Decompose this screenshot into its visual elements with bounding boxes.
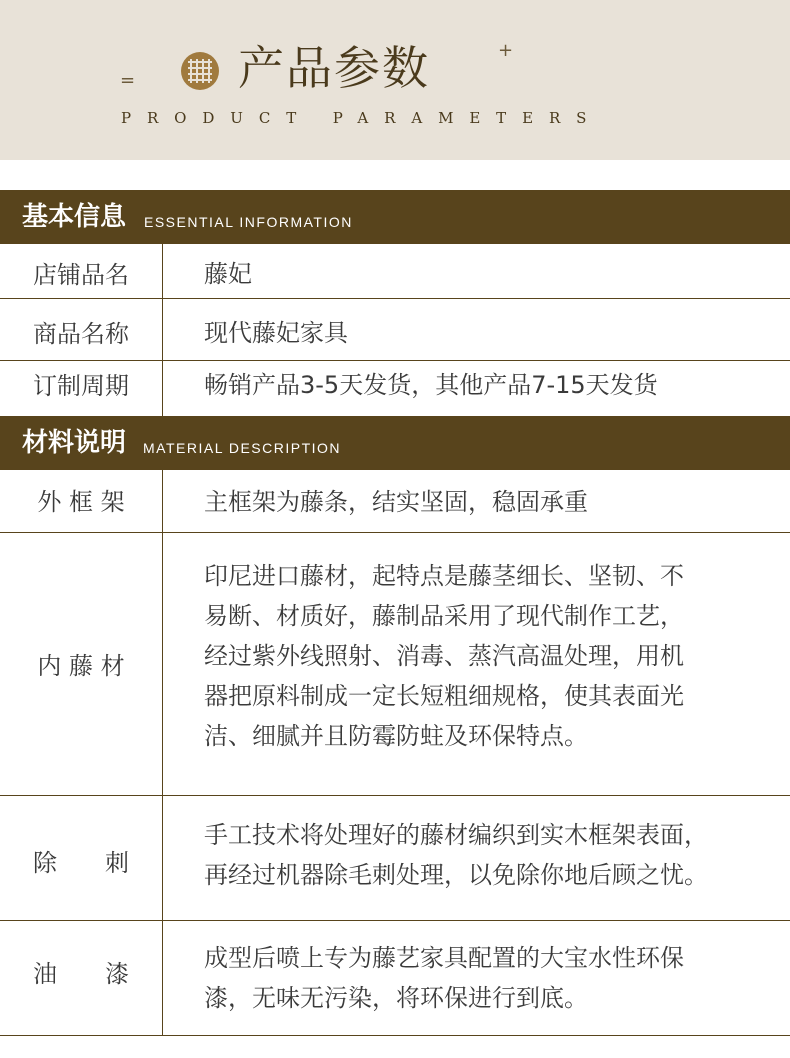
row-value [204, 938, 764, 1018]
row-divider [0, 920, 790, 921]
lattice-knot-icon [179, 50, 221, 92]
row-label: 外 框 架 [37, 488, 125, 516]
row-value-line: 易断、材质好，藤制品采用了现代制作工艺， [204, 602, 684, 630]
decorative-equals: = [120, 70, 136, 91]
row-value-line: 经过紫外线照射、消毒、蒸汽高温处理，用机 [204, 642, 684, 670]
section-header-essential [0, 190, 790, 244]
row-divider [0, 795, 790, 796]
row-divider [0, 298, 790, 299]
row-divider [0, 360, 790, 361]
row-label: 商品名称 [33, 320, 129, 348]
row-value-line: 印尼进口藤材，起特点是藤茎细长、坚韧、不 [204, 562, 684, 590]
row-divider [0, 1035, 790, 1036]
row-value-line: 洁、细腻并且防霉防蛀及环保特点。 [204, 722, 588, 750]
row-value: 藤妃 [204, 260, 252, 288]
row-label: 订制周期 [33, 372, 129, 400]
row-value-line: 再经过机器除毛刺处理，以免除你地后顾之忧。 [204, 861, 708, 889]
row-value: 畅销产品3-5天发货，其他产品7-15天发货 [204, 371, 658, 399]
hero-banner [0, 0, 790, 160]
section-title-en: MATERIAL DESCRIPTION [143, 440, 342, 456]
row-label: 油 漆 [33, 960, 129, 988]
section-header-material [0, 416, 790, 470]
row-value [204, 815, 784, 895]
row-label: 店铺品名 [33, 261, 129, 289]
row-value-line: 手工技术将处理好的藤材编织到实木框架表面， [204, 821, 708, 849]
column-divider [162, 244, 163, 416]
page-title: 产品参数 [238, 41, 430, 95]
row-value-line: 主框架为藤条，结实坚固，稳固承重 [204, 488, 588, 516]
row-value [204, 556, 764, 756]
decorative-plus: + [498, 40, 514, 61]
row-value-line: 器把原料制成一定长短粗细规格，使其表面光 [204, 682, 684, 710]
page-subtitle: PRODUCT PARAMETERS [121, 109, 603, 127]
column-divider [162, 470, 163, 1036]
row-value: 现代藤妃家具 [204, 319, 348, 347]
section-title-cn: 材料说明 [22, 428, 127, 458]
section-title-cn: 基本信息 [22, 202, 127, 232]
row-label: 除 刺 [33, 849, 129, 877]
section-title-en: ESSENTIAL INFORMATION [144, 214, 353, 230]
row-value [204, 482, 764, 522]
row-divider [0, 532, 790, 533]
row-value-line: 成型后喷上专为藤艺家具配置的大宝水性环保 [204, 944, 684, 972]
row-value-line: 漆，无味无污染，将环保进行到底。 [204, 984, 588, 1012]
row-label: 内 藤 材 [37, 652, 125, 680]
